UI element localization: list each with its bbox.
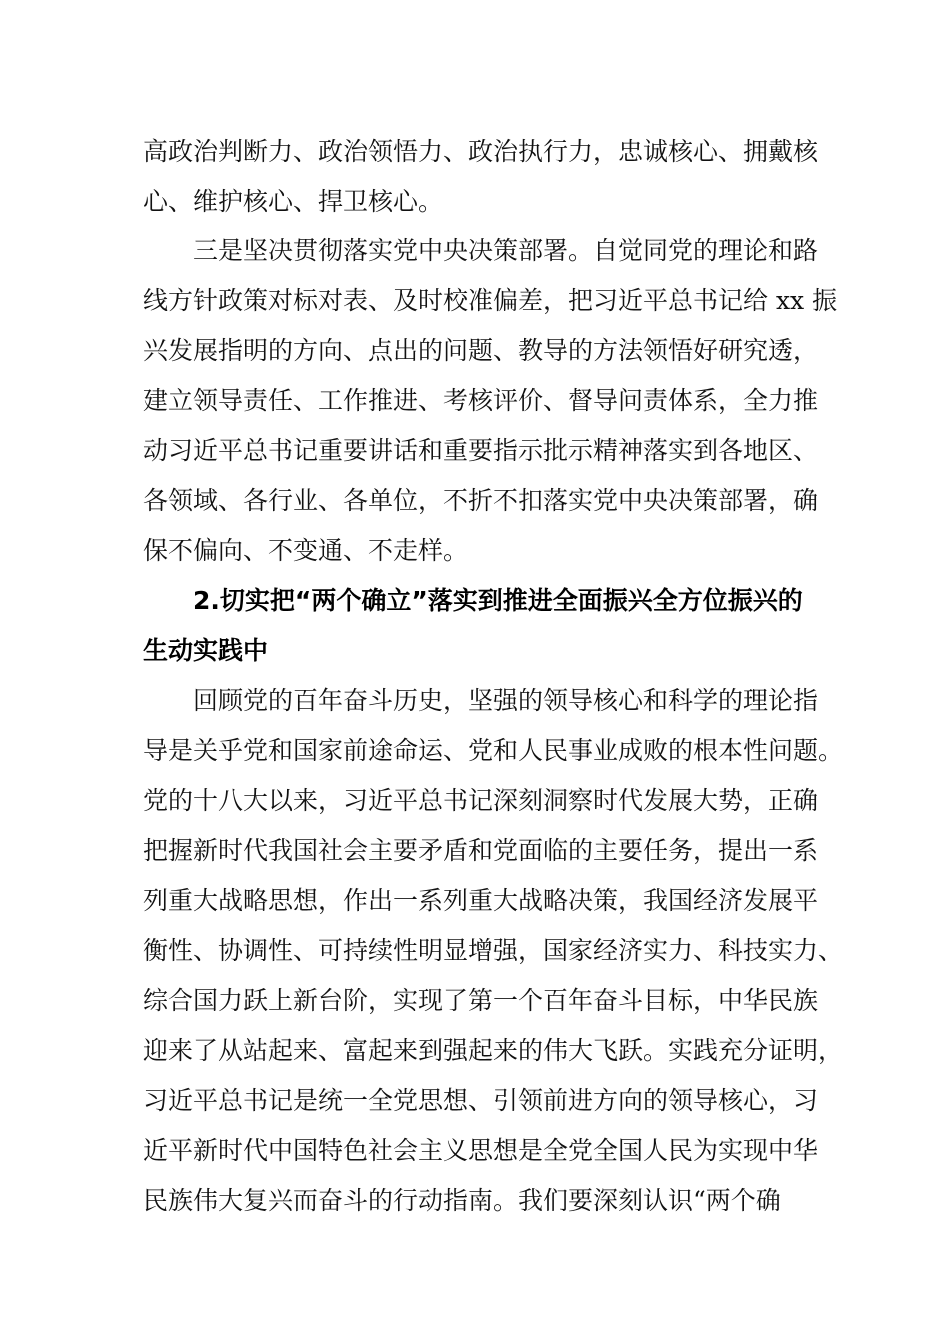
text-line: 各领域、各行业、各单位，不折不扣落实党中央决策部署，确	[143, 486, 819, 515]
text-line: 建立领导责任、工作推进、考核评价、督导问责体系，全力推	[143, 386, 819, 415]
text-line: 回顾党的百年奋斗历史，坚强的领导核心和科学的理论指	[193, 686, 819, 715]
text-line: 近平新时代中国特色社会主义思想是全党全国人民为实现中华	[143, 1136, 819, 1165]
text-line: 三是坚决贯彻落实党中央决策部署。自觉同党的理论和路	[193, 236, 819, 265]
text-line: 兴发展指明的方向、点出的问题、教导的方法领悟好研究透，	[143, 336, 819, 365]
text-line: 高政治判断力、政治领悟力、政治执行力，忠诚核心、拥戴核	[143, 137, 819, 166]
text-line: 把握新时代我国社会主要矛盾和党面临的主要任务，提出一系	[143, 836, 819, 865]
text-line: 党的十八大以来，习近平总书记深刻洞察时代发展大势，正确	[143, 786, 819, 815]
heading-line: 2.切实把“两个确立”落实到推进全面振兴全方位振兴的	[193, 586, 803, 615]
text-line: 导是关乎党和国家前途命运、党和人民事业成败的根本性问题。	[143, 736, 844, 765]
heading-line: 生动实践中	[143, 636, 269, 665]
text-line: 迎来了从站起来、富起来到强起来的伟大飞跃。实践充分证明，	[143, 1036, 844, 1065]
text-line: 线方针政策对标对表、及时校准偏差，把习近平总书记给 xx 振	[143, 286, 838, 315]
text-line: 保不偏向、不变通、不走样。	[143, 536, 469, 565]
text-line: 习近平总书记是统一全党思想、引领前进方向的领导核心，习	[143, 1086, 819, 1115]
text-line: 列重大战略思想，作出一系列重大战略决策，我国经济发展平	[143, 886, 819, 915]
text-line: 综合国力跃上新台阶，实现了第一个百年奋斗目标，中华民族	[143, 986, 819, 1015]
text-line: 心、维护核心、捍卫核心。	[143, 187, 444, 216]
text-line: 衡性、协调性、可持续性明显增强，国家经济实力、科技实力、	[143, 936, 844, 965]
text-line: 动习近平总书记重要讲话和重要指示批示精神落实到各地区、	[143, 436, 819, 465]
text-line: 民族伟大复兴而奋斗的行动指南。我们要深刻认识“两个确	[143, 1186, 781, 1215]
